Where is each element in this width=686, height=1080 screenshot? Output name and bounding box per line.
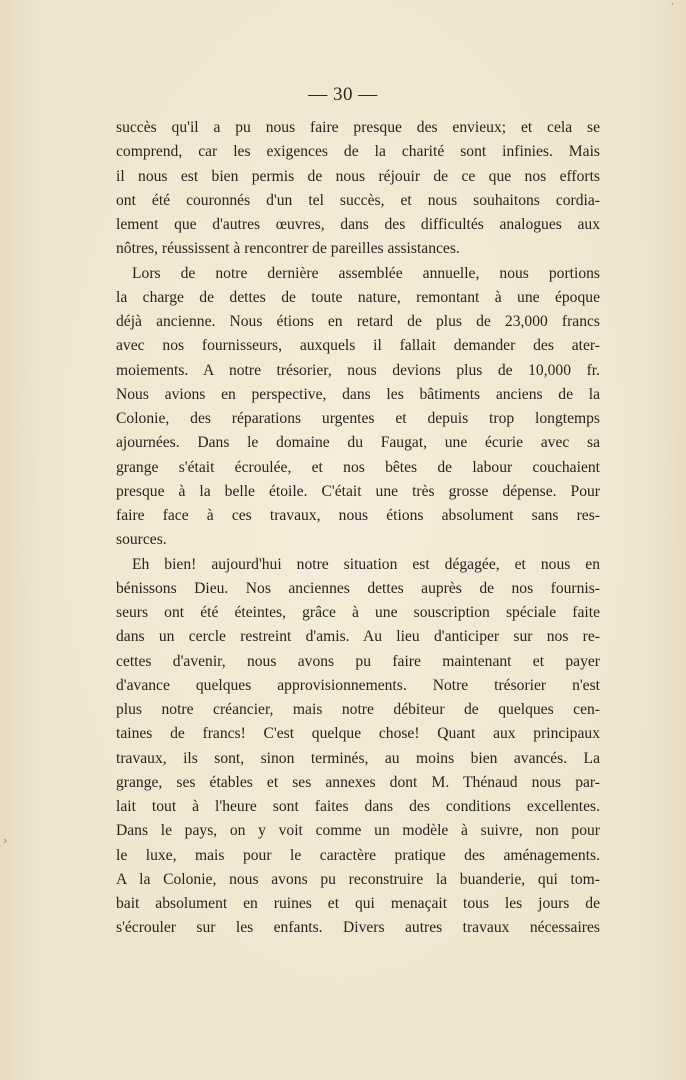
text-line: sources. <box>116 531 167 549</box>
text-line: faire face à ces travaux, nous étions absolument sans res- <box>116 507 600 524</box>
text-line: plus notre créancier, mais notre débiteur de quelques cen- <box>116 701 600 718</box>
text-line: travaux, ils sont, sinon terminés, au moins bien avancés. La <box>116 749 600 767</box>
text-line: Lors de notre dernière assemblée annuelle, nous portions <box>132 264 600 282</box>
text-line: grange s'était écroulée, et nos bêtes de labour couchaient <box>116 458 600 476</box>
text-line: lait tout à l'heure sont faites dans des conditions excellentes. <box>116 798 600 815</box>
text-line: le luxe, mais pour le caractère pratique des aménagements. <box>116 846 600 864</box>
text-line: déjà ancienne. Nous étions en retard de plus de 23,000 francs <box>116 313 600 330</box>
text-line: Colonie, des réparations urgentes et depuis trop longtemps <box>116 410 600 427</box>
body-text <box>116 116 600 941</box>
text-line: avec nos fournisseurs, auxquels il fallait demander des ater- <box>116 337 600 355</box>
paragraph <box>116 553 600 941</box>
text-line: Eh bien! aujourd'hui notre situation est dégagée, et nous en <box>132 555 600 573</box>
text-line: ajournées. Dans le domaine du Faugat, une écurie avec sa <box>116 434 600 452</box>
text-line: taines de francs! C'est quelque chose! Quant aux principaux <box>116 725 600 743</box>
text-line: moiements. A notre trésorier, nous devions plus de 10,000 fr. <box>116 361 600 379</box>
text-line: ont été couronnés d'un tel succès, et nous souhaitons cordia- <box>116 191 600 209</box>
text-line: Dans le pays, on y voit comme un modèle à suivre, non pour <box>116 822 600 840</box>
text-line: d'avance quelques approvisionnements. Notre trésorier n'est <box>116 676 600 694</box>
text-line: la charge de dettes de toute nature, remontant à une époque <box>116 288 600 306</box>
text-line: s'écrouler sur les enfants. Divers autres travaux nécessaires <box>116 919 600 937</box>
text-line: bénissons Dieu. Nos anciennes dettes auprès de nos fournis- <box>116 579 600 597</box>
text-line: A la Colonie, nous avons pu reconstruire la buanderie, qui tom- <box>116 870 600 888</box>
text-line: Nous avions en perspective, dans les bâtiments anciens de la <box>116 385 600 403</box>
text-line: seurs ont été éteintes, grâce à une souscription spéciale faite <box>116 604 600 621</box>
corner-mark: ʼ <box>670 2 674 13</box>
text-line: bait absolument en ruines et qui menaçait tous les jours de <box>116 895 600 912</box>
paragraph <box>116 262 600 553</box>
text-line: comprend, car les exigences de la charité sont infinies. Mais <box>116 143 600 161</box>
text-line: succès qu'il a pu nous faire presque des envieux; et cela se <box>116 119 600 136</box>
text-line: il nous est bien permis de nous réjouir de ce que nos efforts <box>116 167 600 185</box>
text-line: grange, ses étables et ses annexes dont M. Thénaud nous par- <box>116 773 600 791</box>
text-line: cettes d'avenir, nous avons pu faire maintenant et payer <box>116 652 600 670</box>
text-line: lement que d'autres œuvres, dans des difficultés analogues aux <box>116 216 600 233</box>
paragraph <box>116 116 600 262</box>
page-number: — 30 — <box>308 84 378 105</box>
margin-mark: › <box>3 834 8 847</box>
text-line: presque à la belle étoile. C'était une très grosse dépense. Pour <box>116 482 600 500</box>
text-line: dans un cercle restreint d'amis. Au lieu d'anticiper sur nos re- <box>116 628 600 646</box>
text-line: nôtres, réussissent à rencontrer de pareilles assistances. <box>116 240 460 258</box>
